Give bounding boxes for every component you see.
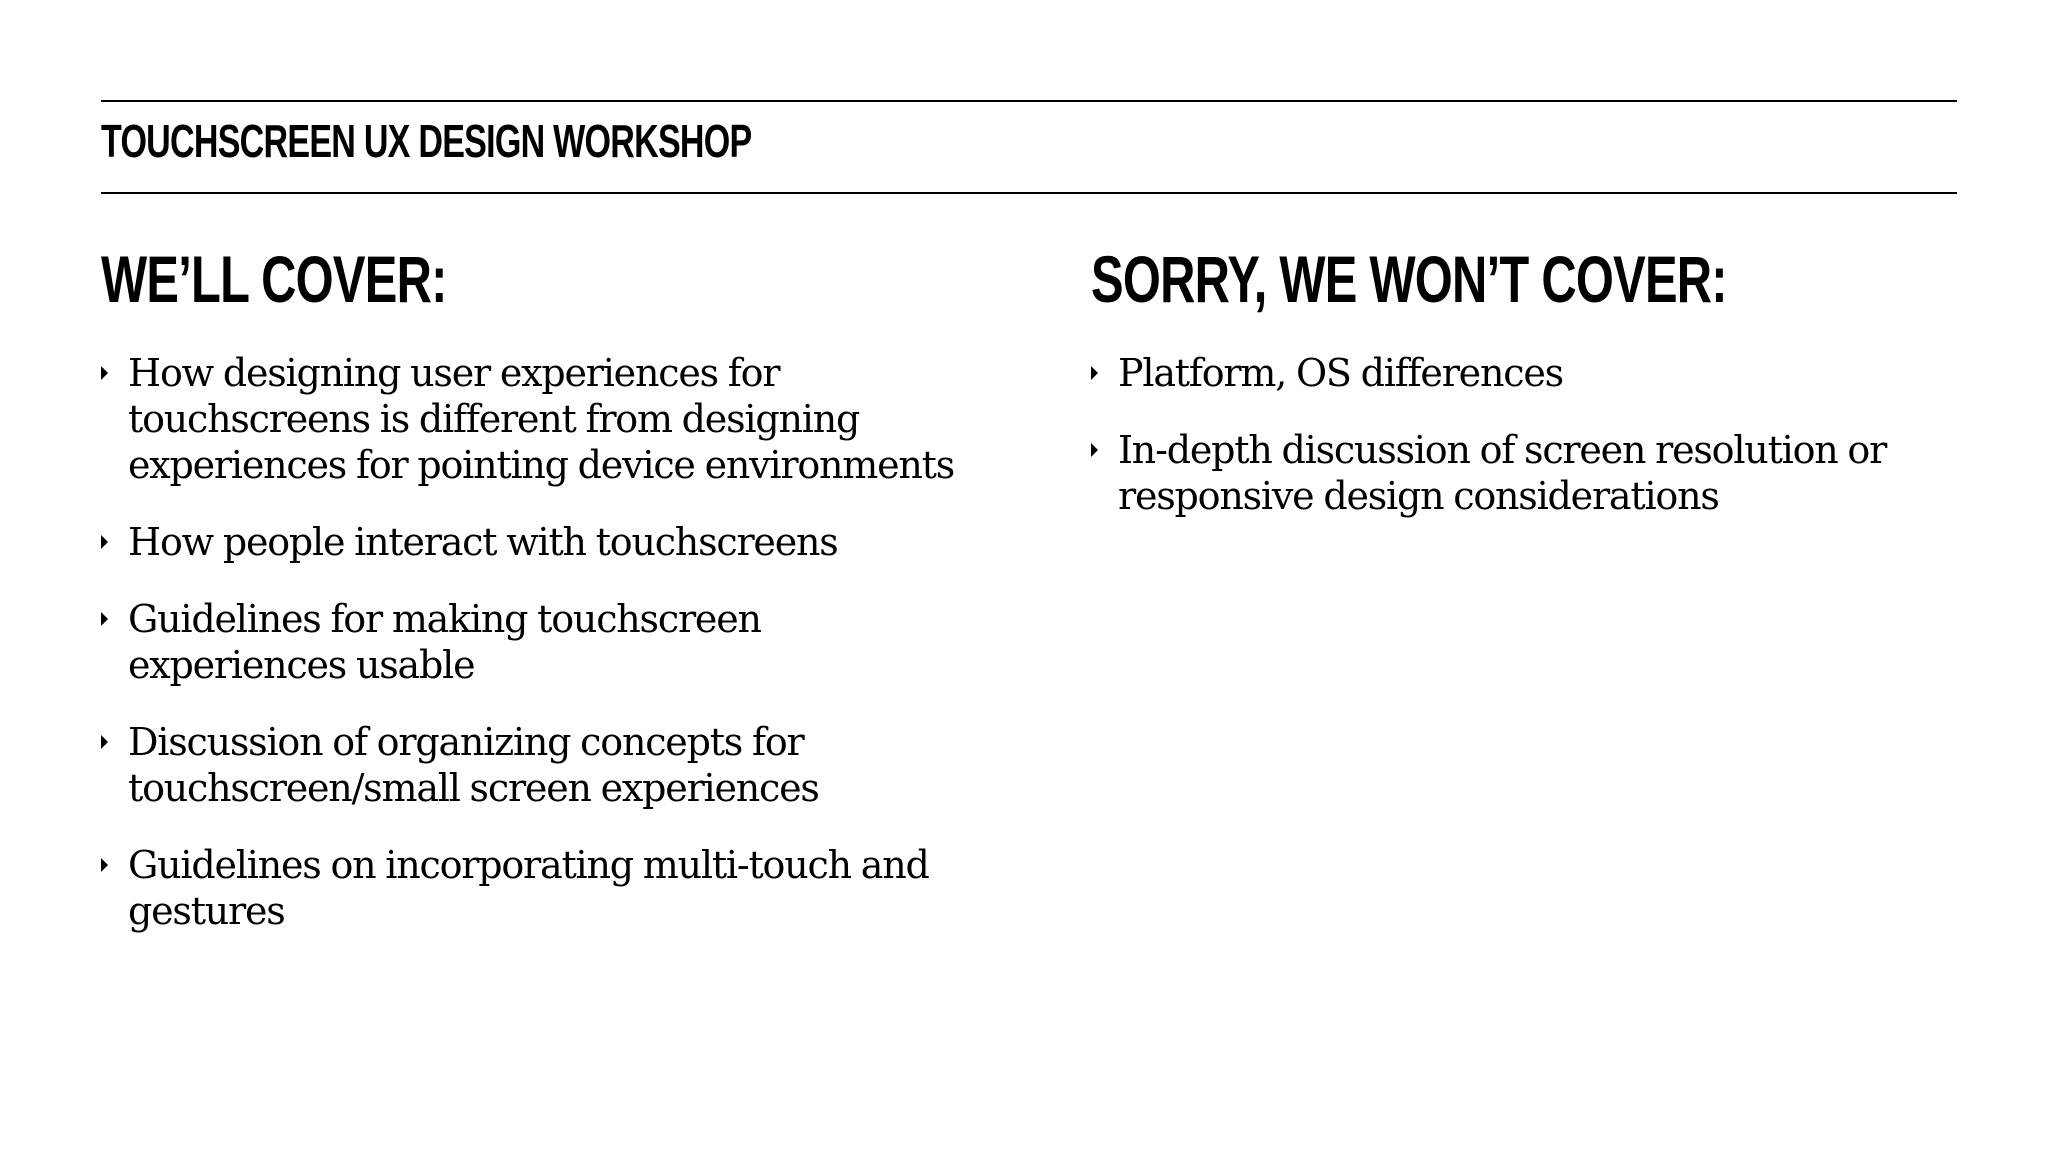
not-covered-heading: SORRY, WE WON’T COVER: bbox=[1091, 242, 1727, 316]
top-divider bbox=[101, 100, 1957, 102]
bottom-divider bbox=[101, 192, 1957, 194]
list-item-text: Platform, OS differences bbox=[1118, 351, 1563, 395]
list-item-text: In-depth discussion of screen resolution or responsive design considerations bbox=[1118, 428, 1887, 518]
list-item-text: Guidelines for making touchscreen experiences usable bbox=[128, 597, 761, 687]
covered-heading: WE’LL COVER: bbox=[101, 242, 447, 316]
list-item-text: Guidelines on incorporating multi-touch and gestures bbox=[128, 843, 929, 933]
triangle-bullet-icon bbox=[101, 612, 108, 626]
triangle-bullet-icon bbox=[101, 858, 108, 872]
covered-list bbox=[101, 350, 1001, 965]
list-item bbox=[101, 842, 1001, 934]
list-item bbox=[101, 519, 1001, 565]
list-item-text: Discussion of organizing concepts for touchscreen/small screen experiences bbox=[128, 720, 819, 810]
list-item bbox=[101, 350, 1001, 488]
list-item bbox=[1091, 427, 1991, 519]
list-item bbox=[1091, 350, 1991, 396]
triangle-bullet-icon bbox=[101, 535, 108, 549]
list-item-text: How people interact with touchscreens bbox=[128, 520, 838, 564]
not-covered-list bbox=[1091, 350, 1991, 550]
triangle-bullet-icon bbox=[1091, 443, 1098, 457]
workshop-title: TOUCHSCREEN UX DESIGN WORKSHOP bbox=[101, 115, 752, 167]
triangle-bullet-icon bbox=[101, 366, 108, 380]
list-item bbox=[101, 596, 1001, 688]
list-item bbox=[101, 719, 1001, 811]
triangle-bullet-icon bbox=[101, 735, 108, 749]
list-item-text: How designing user experiences for touchscreens is different from designing experiences for pointing device environments bbox=[128, 351, 955, 487]
triangle-bullet-icon bbox=[1091, 366, 1098, 380]
